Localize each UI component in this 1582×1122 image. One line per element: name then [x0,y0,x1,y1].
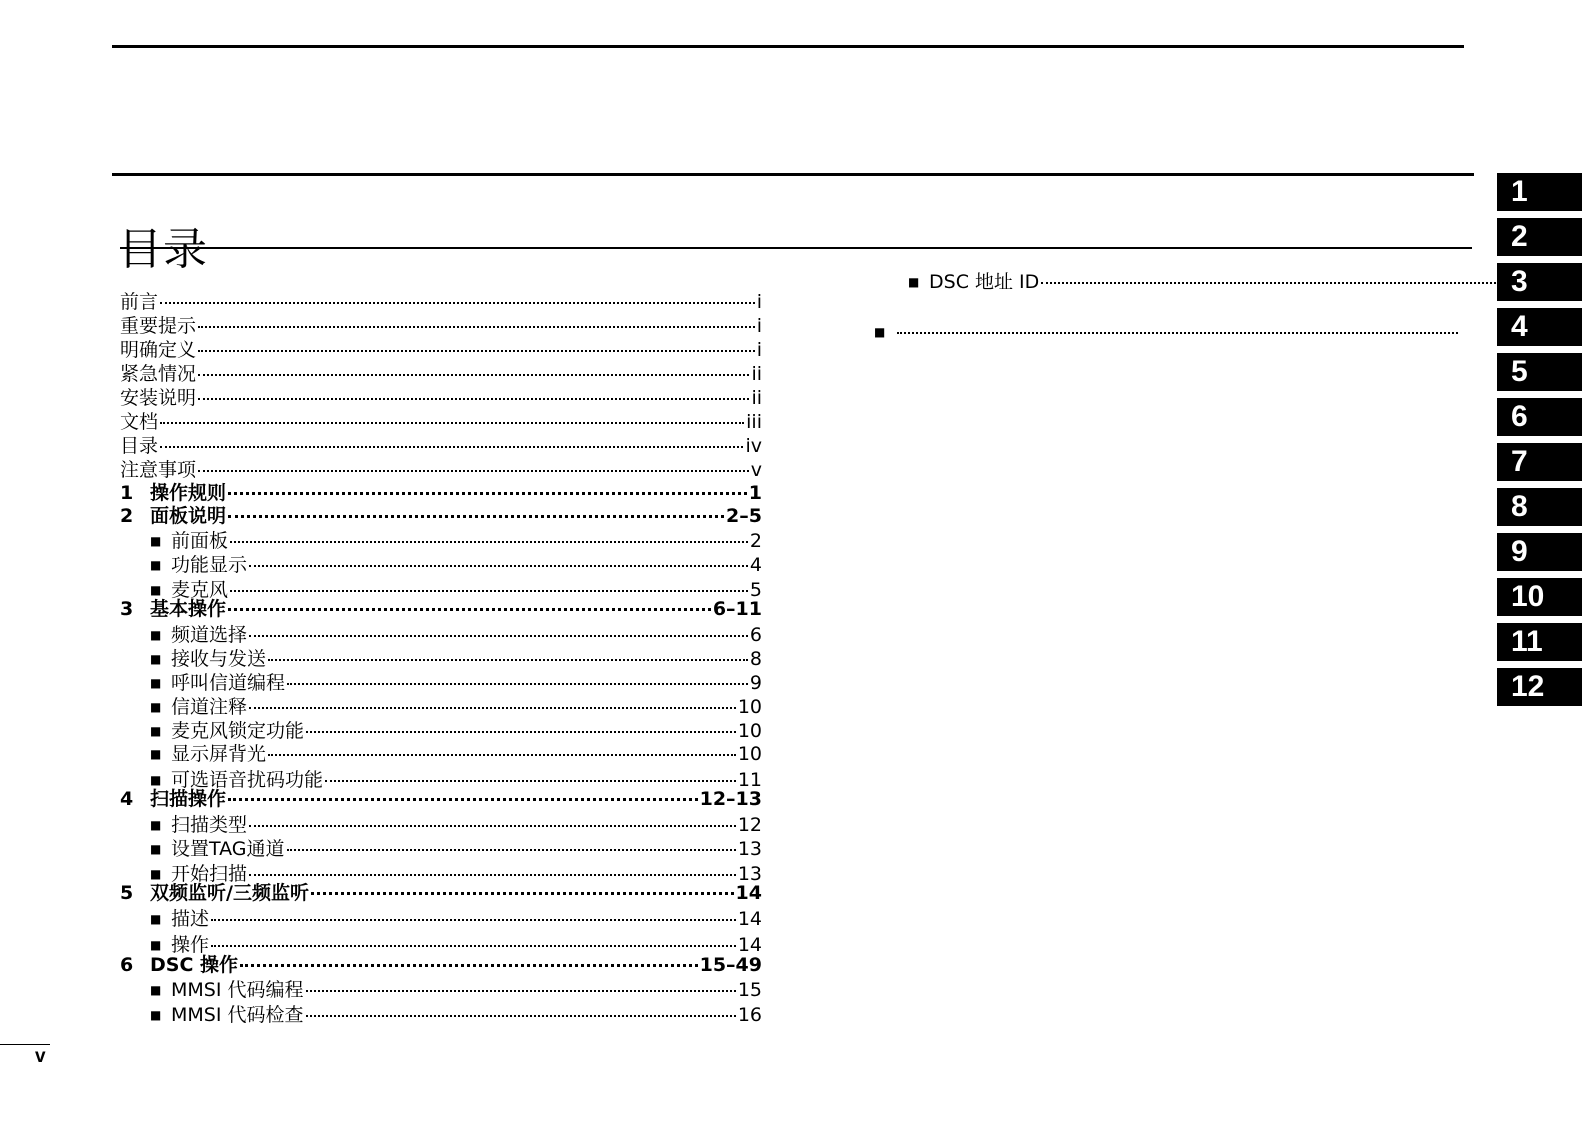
toc-page-number: 15–49 [699,954,762,976]
square-bullet-icon: ■ [150,912,162,926]
toc-entry-label: 操作 [171,934,210,956]
toc-entry-label: 明确定义 [120,339,197,361]
toc-page-number: 9 [749,672,762,694]
toc-section-row[interactable] [120,972,762,1001]
dot-leader [287,831,736,855]
toc-page-number: 6–11 [712,598,762,620]
toc-front-row[interactable] [120,428,762,457]
toc-page-number: iv [745,435,762,457]
toc-entry-label: 双频监听/三频监听 [150,882,309,904]
toc-chapter-row[interactable] [120,875,762,904]
toc-page-number: 2 [749,530,762,552]
square-bullet-icon: ■ [150,628,162,642]
dot-leader [287,665,748,689]
toc-chapter-number: 1 [120,482,134,504]
toc-section-row[interactable] [120,641,762,670]
toc-chapter-number: 6 [120,954,134,976]
chapter-tab-4[interactable]: 4 [1497,308,1582,346]
dot-leader [198,356,749,380]
dot-leader [198,380,749,404]
toc-entry-label: 基本操作 [150,598,227,620]
toc-entry-label: 描述 [171,908,210,930]
square-bullet-icon: ■ [150,583,162,597]
toc-entry-label: 扫描类型 [171,814,248,836]
square-bullet-icon: ■ [150,867,162,881]
toc-page-number: 1 [748,482,762,504]
top-rule [112,45,1464,48]
dot-leader [228,498,724,522]
toc-front-row[interactable] [120,380,762,409]
page-title: 目录 [118,224,208,276]
square-bullet-icon: ■ [150,747,162,761]
toc-section-row[interactable] [120,736,762,765]
toc-entry-label: 注意事项 [120,459,197,481]
dot-leader [249,689,736,713]
toc-front-row[interactable] [120,452,762,481]
toc-page-number: 12–13 [699,788,762,810]
dot-leader [198,308,755,332]
toc-page-number: 10 [737,743,762,765]
dot-leader [228,475,747,499]
dot-leader [306,713,736,737]
dot-leader [897,314,1458,338]
toc-chapter-row[interactable] [120,475,762,504]
toc-page-number: 16 [737,1004,762,1026]
toc-entry-label: 接收与发送 [171,648,267,670]
toc-entry-label: 目录 [120,435,159,457]
chapter-tab-1[interactable]: 1 [1497,173,1582,211]
dot-leader [311,875,734,899]
header-rule [112,173,1474,176]
chapter-tab-10[interactable]: 10 [1497,578,1582,616]
toc-entry-label: DSC 地址 ID [929,271,1040,293]
dot-leader [249,547,748,571]
chapter-tab-11[interactable]: 11 [1497,623,1582,661]
dot-leader [198,332,755,356]
square-bullet-icon: ■ [150,700,162,714]
toc-entry-label: 操作规则 [150,482,227,504]
dot-leader [160,404,744,428]
toc-entry-label: 呼叫信道编程 [171,672,286,694]
toc-page-number: 8 [749,648,762,670]
toc-section-row[interactable] [120,901,762,930]
toc-page-number: v [750,459,762,481]
dot-leader [198,452,749,476]
toc-entry-label: 可选语音扰码功能 [171,769,324,791]
square-bullet-icon: ■ [908,275,920,289]
toc-section-row[interactable] [120,807,762,836]
chapter-tab-7[interactable]: 7 [1497,443,1582,481]
toc-front-row[interactable] [120,356,762,385]
chapter-tab-2[interactable]: 2 [1497,218,1582,256]
toc-chapter-number: 3 [120,598,134,620]
toc-page-number: 10 [737,696,762,718]
toc-entry-label: 麦克风锁定功能 [171,720,305,742]
toc-chapter-number: 4 [120,788,134,810]
toc-page-number: 15 [737,979,762,1001]
dot-leader [230,523,748,547]
chapter-tab-12[interactable]: 12 [1497,668,1582,706]
toc-page-number: i [756,315,762,337]
toc-page-number: 14 [737,934,762,956]
chapter-tab-9[interactable]: 9 [1497,533,1582,571]
footer-rule [0,1044,50,1045]
square-bullet-icon: ■ [150,724,162,738]
toc-entry-label: 安装说明 [120,387,197,409]
square-bullet-icon: ■ [150,818,162,832]
title-underline [120,247,1472,249]
toc-entry-label: MMSI 代码检查 [171,1004,304,1026]
toc-chapter-row[interactable] [120,591,762,620]
toc-entry-label: 功能显示 [171,554,248,576]
toc-front-row[interactable] [120,308,762,337]
toc-chapter-row[interactable] [120,947,762,976]
toc-entry-label: 面板说明 [150,505,227,527]
toc-section-row[interactable] [120,713,762,742]
toc-page-number: 5 [749,579,762,601]
toc-page-number: 4 [749,554,762,576]
dot-leader [306,997,736,1021]
toc-section-row[interactable] [120,997,762,1026]
toc-entry-label: DSC 操作 [150,954,239,976]
toc-entry-label: 麦克风 [171,579,229,601]
toc-section-row[interactable] [874,314,1460,338]
toc-entry-label: 重要提示 [120,315,197,337]
square-bullet-icon: ■ [150,652,162,666]
toc-entry-label: 文档 [120,411,159,433]
dot-leader [211,901,736,925]
toc-page-number: 14 [737,908,762,930]
square-bullet-icon: ■ [150,558,162,572]
dot-leader [160,284,755,308]
toc-page-number: 13 [737,838,762,860]
toc-entry-label: 扫描操作 [150,788,227,810]
toc-chapter-number: 2 [120,505,134,527]
toc-front-row[interactable] [120,332,762,361]
square-bullet-icon: ■ [150,773,162,787]
dot-leader [1041,264,1496,288]
toc-page-number: i [756,291,762,313]
dot-leader [240,947,698,971]
toc-page-number: 14 [735,882,762,904]
dot-leader [249,807,736,831]
square-bullet-icon: ■ [150,938,162,952]
toc-page-number: 2–5 [726,505,762,527]
toc-section-row[interactable] [120,547,762,576]
toc-section-row[interactable] [120,665,762,694]
dot-leader [268,736,736,760]
dot-leader [228,591,711,615]
toc-entry-label: 信道注释 [171,696,248,718]
square-bullet-icon: ■ [150,534,162,548]
toc-page-number: iii [746,411,762,433]
toc-chapter-row[interactable] [120,498,762,527]
toc-entry-label: 前言 [120,291,159,313]
square-bullet-icon: ■ [150,983,162,997]
toc-page-number: 11 [737,769,762,791]
chapter-tab-3[interactable]: 3 [1497,263,1582,301]
toc-entry-label: 开始扫描 [171,863,248,885]
dot-leader [268,641,748,665]
dot-leader [228,781,698,805]
toc-chapter-number: 5 [120,882,134,904]
toc-page-number: 6 [749,624,762,646]
toc-front-row[interactable] [120,284,762,313]
chapter-tab-8[interactable]: 8 [1497,488,1582,526]
dot-leader [306,972,736,996]
toc-section-row[interactable] [120,689,762,718]
dot-leader [160,428,743,452]
toc-chapter-row[interactable] [120,781,762,810]
toc-entry-label: 紧急情况 [120,363,197,385]
toc-page-number: i [756,339,762,361]
toc-entry-label: 前面板 [171,530,229,552]
square-bullet-icon: ■ [150,842,162,856]
toc-entry-label: 显示屏背光 [171,743,267,765]
toc-section-row[interactable] [908,264,1498,293]
toc-page-number: 12 [737,814,762,836]
dot-leader [249,617,748,641]
toc-section-row[interactable] [120,523,762,552]
toc-entry-label: 频道选择 [171,624,248,646]
toc-entry-label: MMSI 代码编程 [171,979,304,1001]
toc-page-number: 13 [737,863,762,885]
square-bullet-icon: ■ [150,1008,162,1022]
toc-section-row[interactable] [120,617,762,646]
toc-page-number: ii [751,387,762,409]
square-bullet-icon: ■ [874,325,886,339]
footer-page-number: v [35,1046,46,1067]
toc-page-number: 10 [737,720,762,742]
toc-section-row[interactable] [120,831,762,860]
toc-front-row[interactable] [120,404,762,433]
chapter-tab-5[interactable]: 5 [1497,353,1582,391]
toc-page-number: ii [751,363,762,385]
chapter-tab-6[interactable]: 6 [1497,398,1582,436]
toc-entry-label: 设置TAG通道 [171,838,285,860]
square-bullet-icon: ■ [150,676,162,690]
